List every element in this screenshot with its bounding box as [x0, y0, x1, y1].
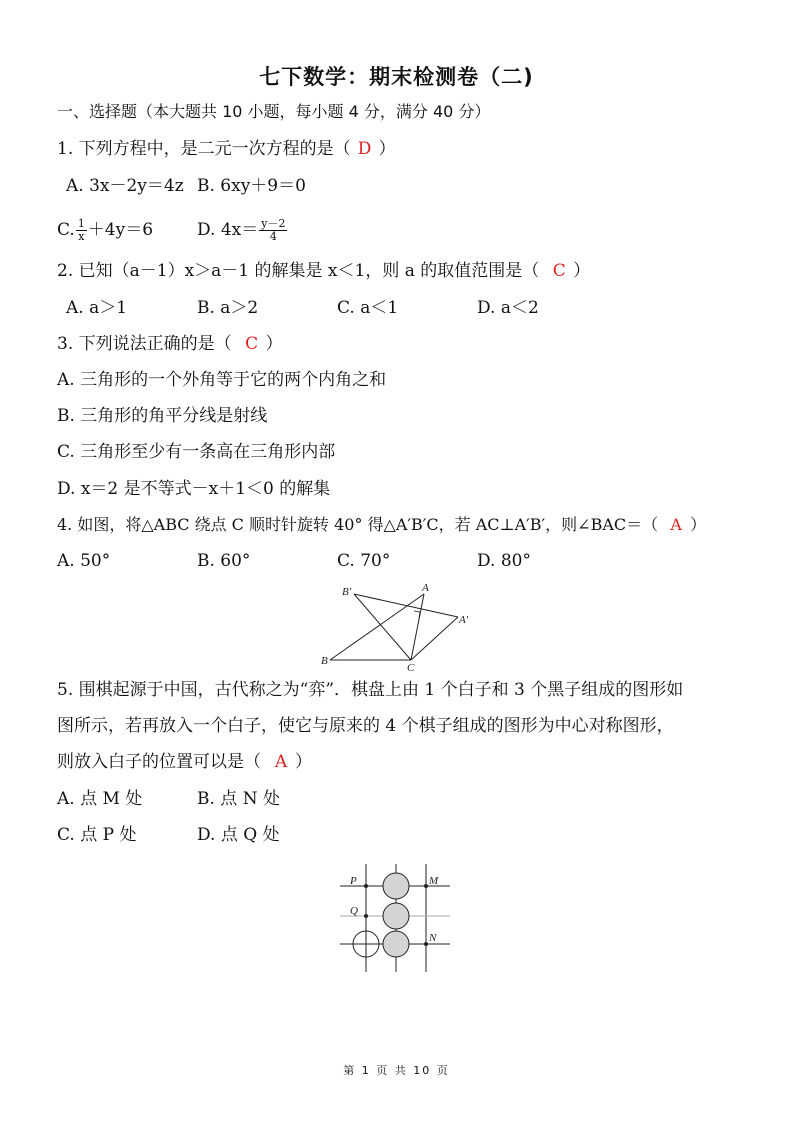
go-board-figure	[336, 862, 454, 974]
question-3-option-b: B. 三角形的角平分线是射线	[57, 406, 268, 426]
question-3-option-d: D. x＝2 是不等式－x＋1＜0 的解集	[57, 479, 331, 499]
question-3-text: 3. 下列说法正确的是（	[57, 334, 232, 354]
question-4-option-c: C. 70°	[337, 551, 391, 571]
question-1-option-b: B. 6xy＋9＝0	[197, 176, 306, 196]
label-m: M	[429, 875, 439, 887]
point-p-dot	[364, 884, 368, 888]
fraction-numerator: 1	[77, 217, 85, 230]
segment-b1-a1	[354, 594, 458, 617]
question-5-option-d: D. 点 Q 处	[197, 825, 280, 845]
question-3-close: ）	[265, 334, 283, 354]
page-title: 七下数学：期末检测卷（二)	[259, 65, 534, 89]
question-3-stem	[57, 333, 283, 355]
fraction-y-minus-2-over-4	[259, 218, 287, 243]
question-5-option-a: A. 点 M 处	[57, 789, 143, 809]
question-1-text: 1. 下列方程中，是二元一次方程的是（	[57, 139, 351, 159]
label-n: N	[429, 932, 437, 944]
option-c-suffix: ＋4y＝6	[87, 220, 154, 240]
question-2-text: 2. 已知（a－1）x＞a－1 的解集是 x＜1，则 a 的取值范围是（	[57, 261, 540, 281]
fraction-numerator: y－2	[261, 217, 286, 230]
question-5-answer: A	[274, 752, 288, 772]
fraction-denominator: 4	[269, 230, 277, 243]
question-3-answer: C	[245, 334, 259, 354]
label-q: Q	[350, 905, 358, 917]
question-5-text: 则放入白子的位置可以是（	[57, 752, 261, 772]
label-c: C	[407, 662, 415, 672]
fraction-1-over-x	[76, 218, 87, 243]
question-2-stem	[57, 260, 590, 282]
question-1-option-a: A. 3x－2y＝4z	[66, 176, 184, 196]
label-a: A	[422, 582, 429, 594]
question-2-option-c: C. a＜1	[337, 298, 399, 318]
question-2-close: ）	[573, 261, 591, 281]
option-c-prefix: C.	[57, 220, 75, 240]
triangle-rotation-figure	[318, 580, 478, 672]
point-n-dot	[424, 942, 428, 946]
question-2-option-b: B. a＞2	[197, 298, 259, 318]
question-4-option-a: A. 50°	[57, 551, 111, 571]
option-d-prefix: D. 4x＝	[197, 220, 259, 240]
question-5-option-b: B. 点 N 处	[197, 789, 280, 809]
section-header: 一、选择题（本大题共 10 小题，每小题 4 分，满分 40 分）	[57, 102, 491, 121]
black-stone-2	[383, 903, 409, 929]
question-4-answer: A	[670, 515, 682, 534]
question-4-option-b: B. 60°	[197, 551, 251, 571]
black-stone-3	[383, 931, 409, 957]
right-angle-mark	[414, 611, 420, 618]
question-1-close: ）	[378, 139, 396, 159]
question-2-option-a: A. a＞1	[66, 298, 128, 318]
question-3-option-c: C. 三角形至少有一条高在三角形内部	[57, 442, 336, 462]
segment-b1-c	[354, 594, 411, 660]
label-p: P	[350, 875, 357, 887]
fraction-denominator: x	[78, 230, 85, 243]
question-5-option-c: C. 点 P 处	[57, 825, 137, 845]
question-4-text: 4. 如图，将△ABC 绕点 C 顺时针旋转 40° 得△A′B′C，若 AC⊥A′B′，则∠BAC＝（	[57, 515, 659, 534]
question-1-answer: D	[357, 139, 372, 159]
question-5-line-1: 5. 围棋起源于中国，古代称之为“弈”．棋盘上由 1 个白子和 3 个黑子组成的图形如	[57, 680, 684, 700]
page-footer: 第 1 页 共 10 页	[343, 1064, 450, 1077]
black-stone-1	[383, 873, 409, 899]
label-b: B	[321, 655, 328, 667]
question-5-line-2: 图所示，若再放入一个白子，使它与原来的 4 个棋子组成的图形为中心对称图形，	[57, 716, 674, 736]
question-5-stem	[57, 751, 312, 773]
label-a-prime: A′	[459, 614, 469, 626]
question-3-option-a: A. 三角形的一个外角等于它的两个内角之和	[57, 370, 387, 390]
question-4-option-d: D. 80°	[477, 551, 531, 571]
question-2-answer: C	[552, 261, 566, 281]
point-q-dot	[364, 914, 368, 918]
question-4-close: ）	[690, 515, 707, 534]
question-1-option-d	[197, 218, 288, 243]
label-b-prime: B′	[342, 586, 352, 598]
question-1-option-c	[57, 218, 153, 243]
question-4-stem	[57, 514, 706, 536]
segment-b-a	[330, 594, 424, 660]
question-2-option-d: D. a＜2	[477, 298, 539, 318]
question-1-stem	[57, 138, 396, 160]
question-5-close: ）	[295, 752, 312, 772]
point-m-dot	[424, 884, 428, 888]
